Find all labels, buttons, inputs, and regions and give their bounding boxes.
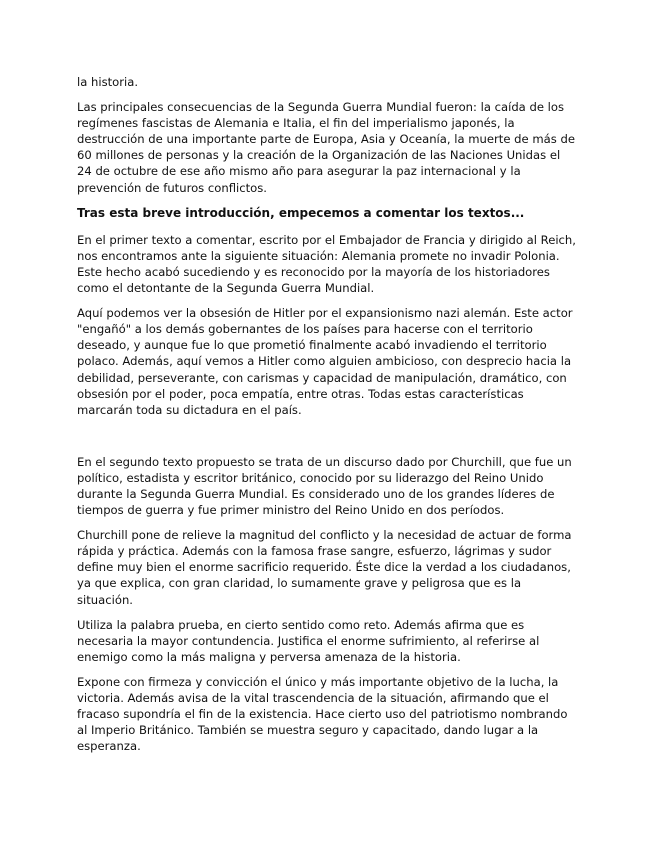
paragraph-first-text: En el primer texto a comentar, escrito por el Embajador de Francia y dirigido al Reich, nos encontramos ante la siguiente situación: Alemania promete no invadir Polonia. Este hecho acabó sucediendo y es reconocido por la mayoría de los historiadores como el detontante de la Segunda Guerra Mundial. [77,232,576,296]
paragraph-hitler: Aquí podemos ver la obsesión de Hitler por el expansionismo nazi alemán. Este actor "engañó" a los demás gobernantes de los países para hacerse con el territorio deseado, y aunque fue lo que prometió finalmente acabó invadiendo el territorio polaco. Además, aquí vemos a Hitler como alguien ambicioso, con desprecio hacia la debilidad, perseverante, con carismas y capacidad de manipulación, dramático, con obsesión por el poder, poca empatía, entre otras. Todas estas características marcarán toda su dictadura en el país. [77,306,573,417]
document-body [77,74,577,763]
paragraph-victoria: Expone con firmeza y convicción el único y más importante objetivo de la lucha, la victoria. Además avisa de la vital trascendencia de la situación, afirmando que el fracaso supondría el fin de la existencia. Hace cierto uso del patriotismo nombrando al Imperio Británico. También se muestra seguro y capacitado, dando lugar a la esperanza. [77,674,568,754]
section-heading: Tras esta breve introducción, empecemos a comentar los textos... [77,205,525,220]
paragraph-churchill-magnitude: Churchill pone de relieve la magnitud del conflicto y la necesidad de actuar de forma rápida y práctica. Además con la famosa frase sangre, esfuerzo, lágrimas y sudor define muy bien el enorme sacrificio requerido. Éste dice la verdad a los ciudadanos, ya que explica, con gran claridad, lo sumamente grave y peligrosa que es la situación. [77,528,572,607]
paragraph-second-text: En el segundo texto propuesto se trata de un discurso dado por Churchill, que fue un político, estadista y escritor británico, conocido por su liderazgo del Reino Unido durante la Segunda Guerra Mundial. Es considerado uno de los grandes líderes de tiempos de guerra y fue primer ministro del Reino Unido en dos períodos. [77,454,572,518]
paragraph-prueba: Utiliza la palabra prueba, en cierto sentido como reto. Además afirma que es necesaria la mayor contundencia. Justifica el enorme sufrimiento, al referirse al enemigo como la más maligna y perversa amenaza de la historia. [77,617,540,664]
paragraph-consequences: Las principales consecuencias de la Segunda Guerra Mundial fueron: la caída de los regímenes fascistas de Alemania e Italia, el fin del imperialismo japonés, la destrucción de una importante parte de Europa, Asia y Oceanía, la muerte de más de 60 millones de personas y la creación de la Organización de las Naciones Unidas el 24 de octubre de ese año mismo año para asegurar la paz internacional y la prevención de futuros conflictos. [77,100,575,195]
paragraph-continuation: la historia. [77,75,139,89]
